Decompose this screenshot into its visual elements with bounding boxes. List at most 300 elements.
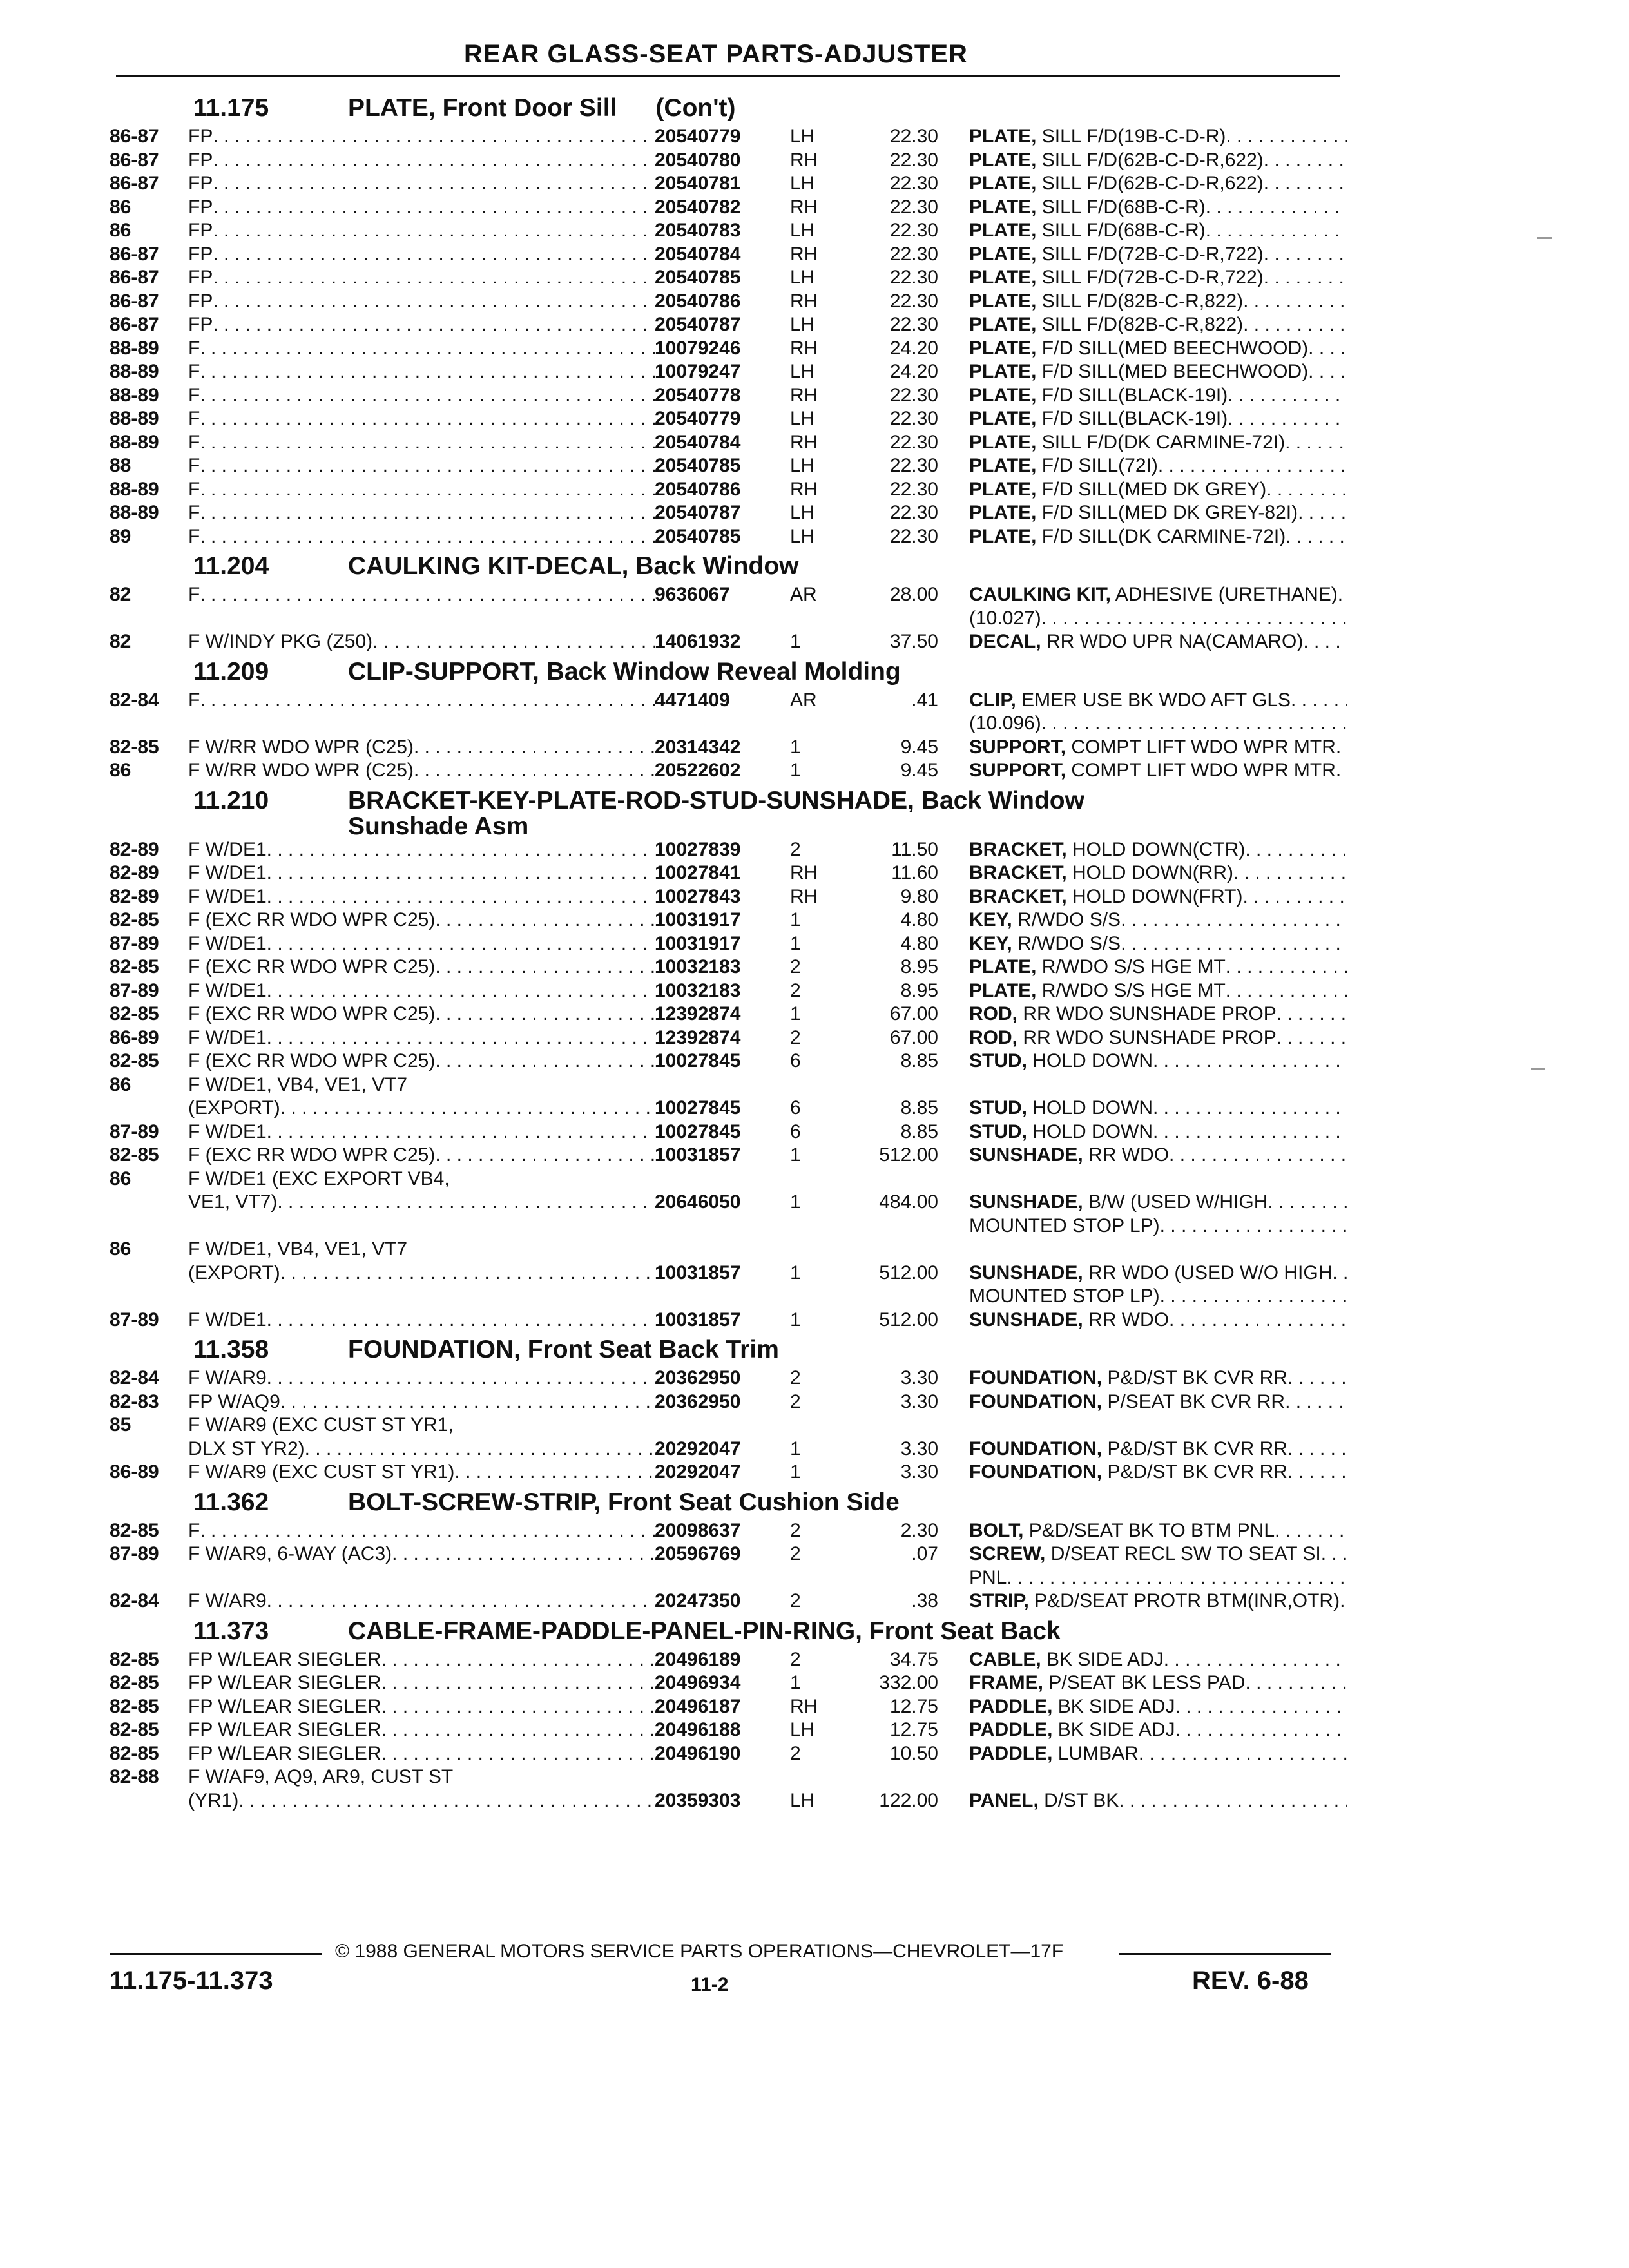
dot-leader (1308, 360, 1347, 384)
part-name (969, 736, 1347, 760)
part-detail: F/D SILL(MED DK GREY-82I) (1041, 502, 1298, 523)
dot-leader (267, 885, 655, 909)
part-number: 20540787 (655, 502, 741, 523)
part-noun: PLATE, (969, 173, 1037, 194)
usage-description (188, 1671, 655, 1695)
dot-leader (1226, 956, 1347, 979)
quantity-side: LH (790, 220, 815, 241)
usage-description (188, 1120, 655, 1144)
part-number: 20292047 (655, 1437, 741, 1459)
part-noun: PLATE, (969, 431, 1037, 453)
section-title-line2: Sunshade Asm (348, 812, 529, 840)
usage-text: F W/RR WDO WPR (C25) (188, 736, 414, 758)
quantity-side: RH (790, 243, 818, 265)
part-number: 20596769 (655, 1543, 741, 1564)
part-name (969, 1566, 1347, 1590)
section-title-text: CABLE-FRAME-PADDLE-PANEL-PIN-RING, Front Seat Back (348, 1617, 1061, 1645)
quantity-side: LH (790, 361, 815, 382)
price: 11.60 (891, 862, 938, 883)
price: 512.00 (879, 1144, 938, 1166)
part-name-text (969, 1590, 1340, 1613)
section-heading (110, 658, 1347, 689)
part-name (969, 360, 1347, 384)
dot-leader (200, 583, 655, 607)
model-years: 87-89 (110, 932, 159, 954)
part-name-text (969, 1437, 1287, 1461)
part-noun: PLATE, (969, 956, 1037, 977)
part-name (969, 266, 1347, 290)
dot-leader (1243, 313, 1347, 337)
dot-leader (200, 407, 655, 431)
price: 3.30 (900, 1461, 938, 1483)
price: 22.30 (889, 525, 938, 547)
part-detail: RR WDO UPR NA(CAMARO) (1046, 631, 1304, 652)
part-noun: STRIP, (969, 1590, 1029, 1611)
part-name (969, 290, 1347, 314)
part-name-text (969, 630, 1303, 654)
part-detail: EMER USE BK WDO AFT GLS (1021, 689, 1291, 711)
usage-text: F W/AR9 (188, 1590, 267, 1611)
part-noun: SUNSHADE, (969, 1262, 1083, 1283)
part-detail: ADHESIVE (URETHANE) (1115, 584, 1338, 605)
price: 12.75 (889, 1719, 938, 1740)
usage-description (188, 1003, 655, 1026)
quantity-side: 1 (790, 631, 801, 652)
part-name (969, 1519, 1347, 1543)
parts-catalog-body (110, 90, 1347, 1812)
part-detail: P&D/SEAT BK TO BTM PNL (1028, 1519, 1275, 1541)
usage-description (188, 1437, 655, 1461)
section-heading (110, 1336, 1347, 1367)
part-name-text (969, 736, 1336, 760)
usage-text: F W/DE1, VB4, VE1, VT7 (188, 1073, 408, 1095)
part-noun: SUNSHADE, (969, 1191, 1083, 1213)
quantity-side: 2 (790, 1519, 801, 1541)
parts-row (110, 243, 1347, 267)
usage-description (188, 689, 655, 713)
price: 9.80 (900, 885, 938, 907)
part-name-text (969, 838, 1245, 862)
part-number: 20540784 (655, 243, 741, 265)
parts-row (110, 759, 1347, 783)
usage-description (188, 266, 655, 290)
usage-text: F W/DE1, VB4, VE1, VT7 (188, 1238, 408, 1260)
usage-text: F W/DE1 (188, 979, 267, 1001)
usage-description (188, 736, 655, 760)
part-noun: PLATE, (969, 290, 1037, 312)
price: 22.30 (889, 173, 938, 194)
quantity-side: 1 (790, 1003, 801, 1024)
part-noun: PLATE, (969, 267, 1037, 288)
dot-leader (267, 838, 655, 862)
dot-leader (435, 908, 655, 932)
dot-leader (200, 360, 655, 384)
usage-text: F (188, 337, 200, 359)
parts-row (110, 1566, 1347, 1590)
quantity-side: 2 (790, 1590, 801, 1611)
price: 22.30 (889, 502, 938, 523)
usage-text: FP (188, 290, 213, 312)
price: .07 (911, 1543, 938, 1564)
part-number: 20496187 (655, 1695, 741, 1717)
part-detail: R/WDO S/S HGE MT (1041, 956, 1226, 977)
dot-leader (1233, 861, 1347, 885)
dot-leader (1041, 607, 1347, 631)
part-name (969, 1590, 1347, 1613)
dot-leader (1169, 1309, 1347, 1332)
dot-leader (200, 337, 655, 361)
quantity-side: 2 (790, 1648, 801, 1670)
parts-row (110, 149, 1347, 173)
usage-text: FP W/LEAR SIEGLER (188, 1695, 381, 1717)
parts-row (110, 1519, 1347, 1543)
dot-leader (1285, 1390, 1347, 1414)
usage-text: F (188, 431, 200, 453)
usage-text: F W/INDY PKG (Z50) (188, 631, 373, 652)
part-number: 10079246 (655, 337, 741, 359)
dot-leader (1158, 454, 1347, 478)
dot-leader (267, 1367, 655, 1390)
model-years: 82-83 (110, 1390, 159, 1412)
price: 22.30 (889, 408, 938, 429)
usage-description (188, 1718, 655, 1742)
model-years: 88-89 (110, 502, 159, 523)
dot-leader (1336, 759, 1347, 783)
part-name-text (969, 196, 1206, 220)
quantity-side: 6 (790, 1120, 801, 1142)
part-name (969, 454, 1347, 478)
dot-leader (267, 1309, 655, 1332)
model-years: 86 (110, 196, 131, 218)
part-name-text (969, 454, 1158, 478)
part-detail: F/D SILL(MED BEECHWOOD) (1041, 361, 1309, 382)
usage-description (188, 583, 655, 607)
part-detail: BK SIDE ADJ (1057, 1719, 1175, 1740)
part-name (969, 1026, 1347, 1050)
section-heading (110, 787, 1347, 818)
dot-leader (1308, 337, 1347, 361)
part-name-text (969, 1648, 1164, 1672)
usage-description (188, 1073, 655, 1097)
part-name (969, 1215, 1347, 1238)
price: 3.30 (900, 1437, 938, 1459)
usage-text: FP W/LEAR SIEGLER (188, 1742, 381, 1764)
price: .38 (911, 1590, 938, 1611)
part-number: 20522602 (655, 760, 741, 781)
part-detail: HOLD DOWN(CTR) (1072, 838, 1246, 860)
dot-leader (381, 1648, 655, 1672)
dot-leader (200, 478, 655, 502)
quantity-side: LH (790, 502, 815, 523)
dot-leader (1226, 979, 1347, 1003)
part-noun: PLATE, (969, 243, 1037, 265)
parts-row (110, 1718, 1347, 1742)
dot-leader (1266, 478, 1347, 502)
section-title-text: CAULKING KIT-DECAL, Back Window (348, 552, 799, 580)
dot-leader (1287, 1461, 1347, 1485)
part-number: 20359303 (655, 1789, 741, 1811)
parts-row (110, 1542, 1347, 1566)
part-noun: PLATE, (969, 384, 1037, 406)
part-number: 20540787 (655, 314, 741, 335)
part-name (969, 607, 1347, 631)
parts-row (110, 313, 1347, 337)
section-title-text: BRACKET-KEY-PLATE-ROD-STUD-SUNSHADE, Back Window (348, 786, 1084, 814)
part-detail: LUMBAR (1057, 1742, 1139, 1764)
price: 2.30 (900, 1519, 938, 1541)
quantity-side: RH (790, 149, 818, 171)
model-years: 86-87 (110, 149, 159, 171)
price: 8.85 (900, 1120, 938, 1142)
usage-description (188, 1390, 655, 1414)
price: 12.75 (889, 1695, 938, 1717)
usage-text: VE1, VT7) (188, 1191, 278, 1213)
part-detail: PNL (969, 1566, 1007, 1588)
part-name (969, 908, 1347, 932)
quantity-side: 6 (790, 1097, 801, 1119)
parts-row (110, 1097, 1347, 1120)
price: 10.50 (889, 1742, 938, 1764)
quantity-side: LH (790, 267, 815, 288)
part-noun: PLATE, (969, 525, 1037, 547)
dot-leader (280, 1262, 655, 1285)
part-name-text (969, 759, 1336, 783)
part-noun: PADDLE, (969, 1719, 1053, 1740)
part-number: 20540784 (655, 431, 741, 453)
part-name (969, 384, 1347, 408)
part-number: 20540779 (655, 126, 741, 147)
parts-row (110, 1191, 1347, 1215)
usage-description (188, 290, 655, 314)
usage-text: F (188, 384, 200, 406)
parts-row (110, 1285, 1347, 1309)
part-noun: FOUNDATION, (969, 1367, 1103, 1389)
part-name (969, 1050, 1347, 1073)
quantity-side: LH (790, 173, 815, 194)
part-number: 20540785 (655, 525, 741, 547)
usage-description (188, 1765, 655, 1789)
model-years: 82-85 (110, 1050, 159, 1072)
dot-leader (1228, 384, 1347, 408)
part-name (969, 501, 1347, 525)
part-name-text (969, 1695, 1175, 1719)
usage-text: F W/AF9, AQ9, AR9, CUST ST (188, 1766, 454, 1787)
model-years: 82-89 (110, 862, 159, 883)
usage-description (188, 1461, 655, 1485)
part-detail: SILL F/D(82B-C-R,822) (1041, 290, 1244, 312)
dot-leader (1206, 196, 1347, 220)
dot-leader (1268, 1191, 1347, 1215)
part-detail: RR WDO (USED W/O HIGH (1088, 1262, 1333, 1283)
part-noun: BRACKET, (969, 885, 1067, 907)
dot-leader (213, 290, 655, 314)
part-number: 10031857 (655, 1144, 741, 1166)
part-number: 20540785 (655, 267, 741, 288)
part-name-text (969, 1285, 1160, 1309)
quantity-side: 2 (790, 1543, 801, 1564)
part-name (969, 337, 1347, 361)
part-noun: PLATE, (969, 149, 1037, 171)
model-years: 82-85 (110, 1003, 159, 1024)
quantity-side: 1 (790, 1262, 801, 1283)
model-years: 82-88 (110, 1766, 159, 1787)
usage-text: FP W/LEAR SIEGLER (188, 1648, 381, 1670)
model-years: 87-89 (110, 1120, 159, 1142)
dot-leader (372, 630, 655, 654)
part-name (969, 1144, 1347, 1168)
dot-leader (1119, 1789, 1347, 1813)
quantity-side: LH (790, 126, 815, 147)
price: .41 (911, 689, 938, 711)
usage-text: F (188, 1519, 200, 1541)
part-noun: SUPPORT, (969, 760, 1066, 781)
usage-text: FP (188, 243, 213, 265)
dot-leader (381, 1718, 655, 1742)
part-name-text (969, 583, 1338, 607)
usage-description (188, 861, 655, 885)
dot-leader (213, 172, 655, 196)
model-years: 89 (110, 525, 131, 547)
usage-text: F W/AR9, 6-WAY (AC3) (188, 1543, 392, 1564)
price: 484.00 (879, 1191, 938, 1213)
dot-leader (1287, 1437, 1347, 1461)
quantity-side: 2 (790, 979, 801, 1001)
usage-description (188, 1191, 655, 1215)
part-name (969, 1695, 1347, 1719)
parts-row (110, 1238, 1347, 1262)
usage-text: F (188, 525, 200, 547)
parts-row (110, 1215, 1347, 1238)
price: 24.20 (889, 337, 938, 359)
dot-leader (200, 384, 655, 408)
part-number: 20540778 (655, 384, 741, 406)
part-number: 20098637 (655, 1519, 741, 1541)
usage-text: F W/DE1 (188, 1120, 267, 1142)
price: 22.30 (889, 431, 938, 453)
part-detail: HOLD DOWN(RR) (1072, 862, 1233, 883)
usage-text: F W/AR9 (EXC CUST ST YR1) (188, 1461, 455, 1483)
model-years: 86 (110, 760, 131, 781)
part-number: 10027843 (655, 885, 741, 907)
parts-row (110, 979, 1347, 1003)
parts-row (110, 1050, 1347, 1073)
part-number: 12392874 (655, 1026, 741, 1048)
part-noun: BRACKET, (969, 862, 1067, 883)
usage-description (188, 172, 655, 196)
part-detail: P/SEAT BK CVR RR (1107, 1390, 1286, 1412)
part-name-text (969, 243, 1264, 267)
model-years: 88-89 (110, 384, 159, 406)
parts-row (110, 956, 1347, 979)
part-noun: FOUNDATION, (969, 1437, 1103, 1459)
parts-row (110, 407, 1347, 431)
model-years: 86 (110, 1168, 131, 1189)
usage-text: F (188, 584, 200, 605)
part-name-text (969, 1144, 1169, 1168)
quantity-side: AR (790, 689, 817, 711)
part-name (969, 1120, 1347, 1144)
price: 22.30 (889, 384, 938, 406)
part-noun: BRACKET, (969, 838, 1067, 860)
usage-description (188, 525, 655, 549)
model-years: 88-89 (110, 361, 159, 382)
part-noun: STUD, (969, 1120, 1027, 1142)
usage-description (188, 1414, 655, 1437)
section-number: 11.373 (193, 1617, 269, 1645)
quantity-side: 1 (790, 1309, 801, 1331)
model-years: 82-89 (110, 838, 159, 860)
usage-description (188, 478, 655, 502)
footer-page-number: 11-2 (691, 1974, 729, 1995)
model-years: 86-87 (110, 243, 159, 265)
usage-description (188, 1262, 655, 1285)
footer-rule-right (1119, 1953, 1331, 1955)
part-detail: SILL F/D(62B-C-D-R,622) (1041, 173, 1264, 194)
dot-leader (1175, 1695, 1347, 1719)
part-detail: HOLD DOWN (1032, 1050, 1153, 1072)
part-detail: R/WDO S/S (1017, 909, 1121, 930)
part-name-text (969, 501, 1298, 525)
part-noun: PLATE, (969, 455, 1037, 476)
part-number: 10027845 (655, 1120, 741, 1142)
dot-leader (1277, 1026, 1347, 1050)
part-noun: PLATE, (969, 196, 1037, 218)
dot-leader (1153, 1097, 1347, 1120)
part-number: 10032183 (655, 956, 741, 977)
part-name (969, 1648, 1347, 1672)
part-detail: D/SEAT RECL SW TO SEAT SI (1050, 1543, 1321, 1564)
part-name (969, 1309, 1347, 1332)
usage-description (188, 1309, 655, 1332)
section-title-text: CLIP-SUPPORT, Back Window Reveal Molding (348, 657, 901, 686)
usage-text: F (EXC RR WDO WPR C25) (188, 956, 436, 977)
dot-leader (1264, 149, 1347, 173)
part-noun: FOUNDATION, (969, 1461, 1103, 1483)
part-noun: PLATE, (969, 220, 1037, 241)
part-name-text (969, 1542, 1321, 1566)
parts-row (110, 454, 1347, 478)
part-detail: F/D SILL(72I) (1041, 455, 1158, 476)
dot-leader (1332, 1262, 1347, 1285)
part-detail: RR WDO (1088, 1309, 1170, 1331)
part-name (969, 838, 1347, 862)
part-name (969, 583, 1347, 607)
usage-text: (EXPORT) (188, 1262, 280, 1283)
usage-description (188, 885, 655, 909)
part-number: 10079247 (655, 361, 741, 382)
part-noun: PADDLE, (969, 1742, 1053, 1764)
dot-leader (213, 149, 655, 173)
part-noun: PLATE, (969, 979, 1037, 1001)
part-name-text (969, 337, 1308, 361)
usage-description (188, 243, 655, 267)
part-detail: MOUNTED STOP LP) (969, 1285, 1160, 1307)
usage-text: F W/DE1 (188, 838, 267, 860)
usage-description (188, 1238, 655, 1262)
quantity-side: 1 (790, 1672, 801, 1693)
parts-row (110, 1144, 1347, 1168)
model-years: 88-89 (110, 478, 159, 500)
parts-row (110, 607, 1347, 631)
part-noun: STUD, (969, 1097, 1027, 1119)
usage-description (188, 1026, 655, 1050)
dot-leader (414, 736, 655, 760)
usage-description (188, 313, 655, 337)
quantity-side: 1 (790, 1144, 801, 1166)
part-detail: P&D/SEAT PROTR BTM(INR,OTR) (1034, 1590, 1340, 1611)
parts-row (110, 196, 1347, 220)
part-detail: COMPT LIFT WDO WPR MTR (1071, 736, 1336, 758)
